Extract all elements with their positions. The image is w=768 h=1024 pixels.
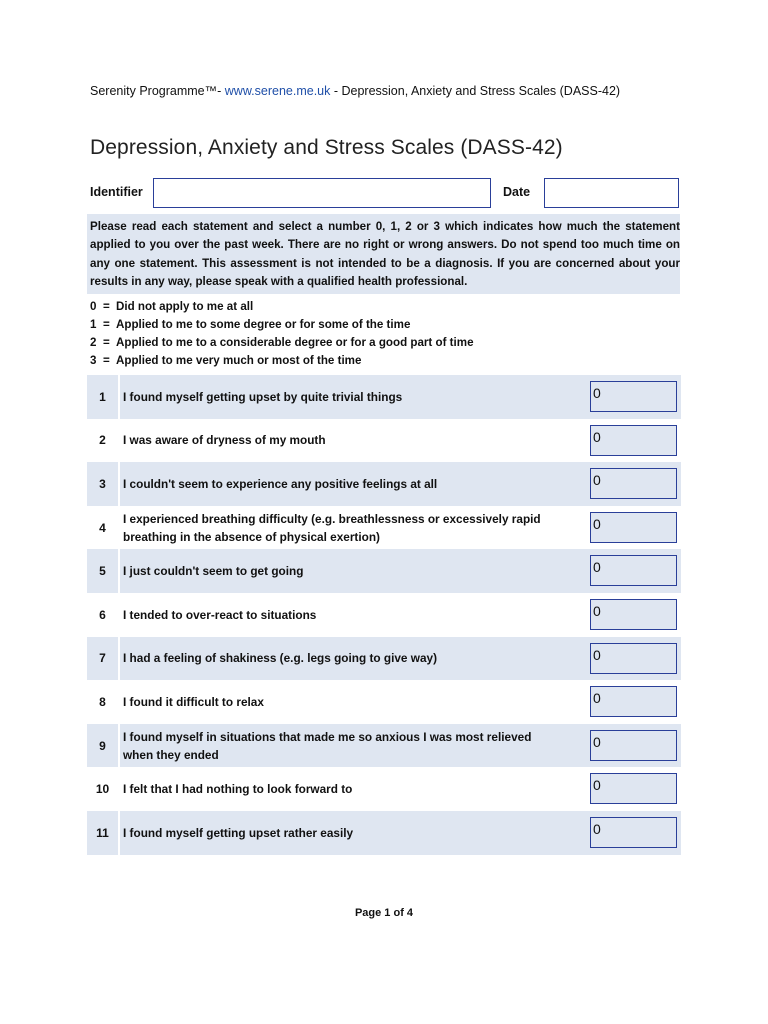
question-row: [87, 637, 681, 681]
answer-field[interactable]: 0: [590, 512, 677, 543]
question-text: I found myself in situations that made me so anxious I was most relieved when they ended: [123, 729, 532, 762]
question-number: 8: [99, 694, 106, 709]
question-row: [87, 767, 681, 811]
answer-field[interactable]: 0: [590, 686, 677, 717]
website-link[interactable]: www.serene.me.uk: [224, 84, 331, 98]
page-number: Page 1 of 4: [354, 907, 414, 919]
question-row: [87, 375, 681, 419]
column-divider: [118, 375, 120, 419]
scale-legend: [90, 298, 474, 370]
question-row: [87, 680, 681, 724]
question-number: 5: [99, 564, 106, 579]
question-row: [87, 506, 681, 550]
question-text: I found it difficult to relax: [123, 694, 264, 709]
answer-field[interactable]: 0: [590, 425, 677, 456]
question-number: 4: [99, 520, 106, 535]
question-number: 11: [96, 825, 109, 840]
answer-field[interactable]: 0: [590, 773, 677, 804]
column-divider: [118, 462, 120, 506]
answer-field[interactable]: 0: [590, 555, 677, 586]
question-row: [87, 419, 681, 463]
header-suffix: - Depression, Anxiety and Stress Scales (DASS-42): [330, 84, 621, 98]
column-divider: [118, 724, 120, 768]
question-number: 10: [95, 782, 110, 797]
scale-item: 1 = Applied to me to some degree or for some of the time: [90, 318, 411, 331]
question-number: 2: [99, 433, 106, 448]
identifier-field[interactable]: [153, 178, 491, 208]
question-number: 7: [99, 651, 106, 666]
page-header: [90, 84, 620, 98]
answer-field[interactable]: 0: [590, 599, 677, 630]
answer-field[interactable]: 0: [590, 381, 677, 412]
header-prefix: Serenity Programme™-: [90, 84, 225, 98]
answer-field[interactable]: 0: [590, 468, 677, 499]
question-text: I couldn't seem to experience any positive feelings at all: [123, 476, 438, 491]
answer-field[interactable]: 0: [590, 817, 677, 848]
question-text: I experienced breathing difficulty (e.g. breathlessness or excessively rapid breathing in the absence of physical exertion): [123, 511, 541, 544]
document-title: Depression, Anxiety and Stress Scales (DASS-42): [90, 136, 563, 159]
answer-field[interactable]: 0: [590, 643, 677, 674]
column-divider: [118, 549, 120, 593]
question-row: [87, 811, 681, 855]
question-text: I had a feeling of shakiness (e.g. legs going to give way): [123, 651, 437, 666]
scale-item: 0 = Did not apply to me at all: [90, 300, 254, 313]
date-label: Date: [503, 185, 531, 199]
question-row: [87, 462, 681, 506]
questions-table: [87, 375, 681, 855]
question-number: 3: [99, 476, 106, 491]
question-text: I tended to over-react to situations: [123, 607, 317, 622]
scale-item: 2 = Applied to me to a considerable degree or for a good part of time: [90, 336, 474, 349]
answer-field[interactable]: 0: [590, 730, 677, 761]
identifier-label: Identifier: [90, 185, 143, 199]
scale-item: 3 = Applied to me very much or most of the time: [90, 354, 362, 367]
question-text: I found myself getting upset by quite trivial things: [123, 389, 403, 404]
question-text: I was aware of dryness of my mouth: [123, 433, 326, 448]
question-row: [87, 549, 681, 593]
question-row: [87, 724, 681, 768]
question-text: I found myself getting upset rather easily: [123, 825, 354, 840]
question-number: 6: [99, 607, 106, 622]
question-number: 1: [99, 389, 106, 404]
date-field[interactable]: [544, 178, 679, 208]
question-text: I just couldn't seem to get going: [123, 564, 304, 579]
column-divider: [118, 637, 120, 681]
question-row: [87, 593, 681, 637]
column-divider: [118, 811, 120, 855]
question-text: I felt that I had nothing to look forward to: [123, 782, 353, 797]
question-number: 9: [99, 738, 106, 753]
instructions-box: Please read each statement and select a number 0, 1, 2 or 3 which indicates how much the statement applied to you over the past week. There are no right or wrong answers. Do not spend too much time on any one statement. This assessment is not intended to be a diagnosis. If you are concerned about your results in any way, please speak with a qualified health professional.: [87, 214, 680, 294]
